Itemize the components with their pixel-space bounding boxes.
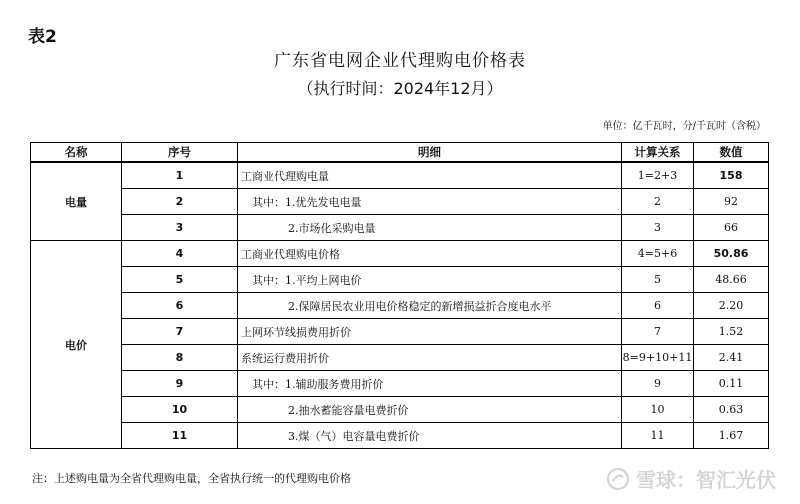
row-calc: 11 — [622, 423, 694, 449]
row-value: 50.86 — [694, 241, 769, 267]
footnote: 注：上述购电量为全省代理购电量，全省执行统一的代理购电价格 — [32, 472, 351, 485]
table-row — [31, 267, 769, 293]
row-calc: 7 — [622, 319, 694, 345]
row-detail: 3.煤（气）电容量电费折价 — [238, 423, 622, 449]
row-seq: 8 — [122, 345, 238, 371]
row-detail: 工商业代理购电量 — [238, 162, 622, 189]
row-seq: 1 — [122, 162, 238, 189]
row-calc: 10 — [622, 397, 694, 423]
row-seq: 11 — [122, 423, 238, 449]
row-detail: 其中：1.辅助服务费用折价 — [238, 371, 622, 397]
row-seq: 2 — [122, 189, 238, 215]
row-detail: 上网环节线损费用折价 — [238, 319, 622, 345]
row-detail: 2.市场化采购电量 — [238, 215, 622, 241]
row-seq: 4 — [122, 241, 238, 267]
row-calc: 6 — [622, 293, 694, 319]
table-row — [31, 345, 769, 371]
row-calc: 9 — [622, 371, 694, 397]
watermark-text: 雪球：智汇光伏 — [636, 468, 776, 492]
row-detail: 2.抽水蓄能容量电费折价 — [238, 397, 622, 423]
row-value: 1.52 — [694, 319, 769, 345]
document-title: 广东省电网企业代理购电价格表 — [274, 51, 526, 71]
table-label: 表2 — [28, 27, 57, 47]
row-detail: 其中：1.优先发电电量 — [238, 189, 622, 215]
row-seq: 6 — [122, 293, 238, 319]
table-row — [31, 319, 769, 345]
row-value: 48.66 — [694, 267, 769, 293]
table-row — [31, 215, 769, 241]
watermark — [606, 464, 776, 493]
row-calc: 2 — [622, 189, 694, 215]
row-seq: 5 — [122, 267, 238, 293]
row-detail: 系统运行费用折价 — [238, 345, 622, 371]
row-value: 2.20 — [694, 293, 769, 319]
row-calc: 4=5+6 — [622, 241, 694, 267]
row-detail: 其中：1.平均上网电价 — [238, 267, 622, 293]
header-value: 数值 — [694, 143, 769, 163]
table-row — [31, 241, 769, 267]
row-value: 0.11 — [694, 371, 769, 397]
header-calc: 计算关系 — [622, 143, 694, 163]
price-table — [30, 142, 769, 449]
row-value: 158 — [694, 162, 769, 189]
header-seq: 序号 — [122, 143, 238, 163]
row-value: 92 — [694, 189, 769, 215]
row-seq: 7 — [122, 319, 238, 345]
header-name: 名称 — [31, 143, 122, 163]
row-value: 66 — [694, 215, 769, 241]
unit-note: 单位：亿千瓦时，分/千瓦时（含税） — [602, 121, 766, 132]
table-row — [31, 397, 769, 423]
row-calc: 5 — [622, 267, 694, 293]
group-price: 电价 — [31, 241, 122, 449]
document-subtitle: （执行时间：2024年12月） — [297, 79, 503, 98]
table-row — [31, 162, 769, 189]
row-seq: 10 — [122, 397, 238, 423]
row-value: 2.41 — [694, 345, 769, 371]
table-row — [31, 293, 769, 319]
header-row — [31, 143, 769, 163]
row-seq: 9 — [122, 371, 238, 397]
snowball-logo-icon — [606, 467, 630, 491]
row-calc: 1=2+3 — [622, 162, 694, 189]
row-detail: 工商业代理购电价格 — [238, 241, 622, 267]
table-row — [31, 371, 769, 397]
row-calc: 3 — [622, 215, 694, 241]
table-row — [31, 189, 769, 215]
header-detail: 明细 — [238, 143, 622, 163]
row-value: 0.63 — [694, 397, 769, 423]
row-detail: 2.保障居民农业用电价格稳定的新增损益折合度电水平 — [238, 293, 622, 319]
group-volume: 电量 — [31, 162, 122, 241]
row-value: 1.67 — [694, 423, 769, 449]
table-row — [31, 423, 769, 449]
row-seq: 3 — [122, 215, 238, 241]
row-calc: 8=9+10+11 — [622, 345, 694, 371]
